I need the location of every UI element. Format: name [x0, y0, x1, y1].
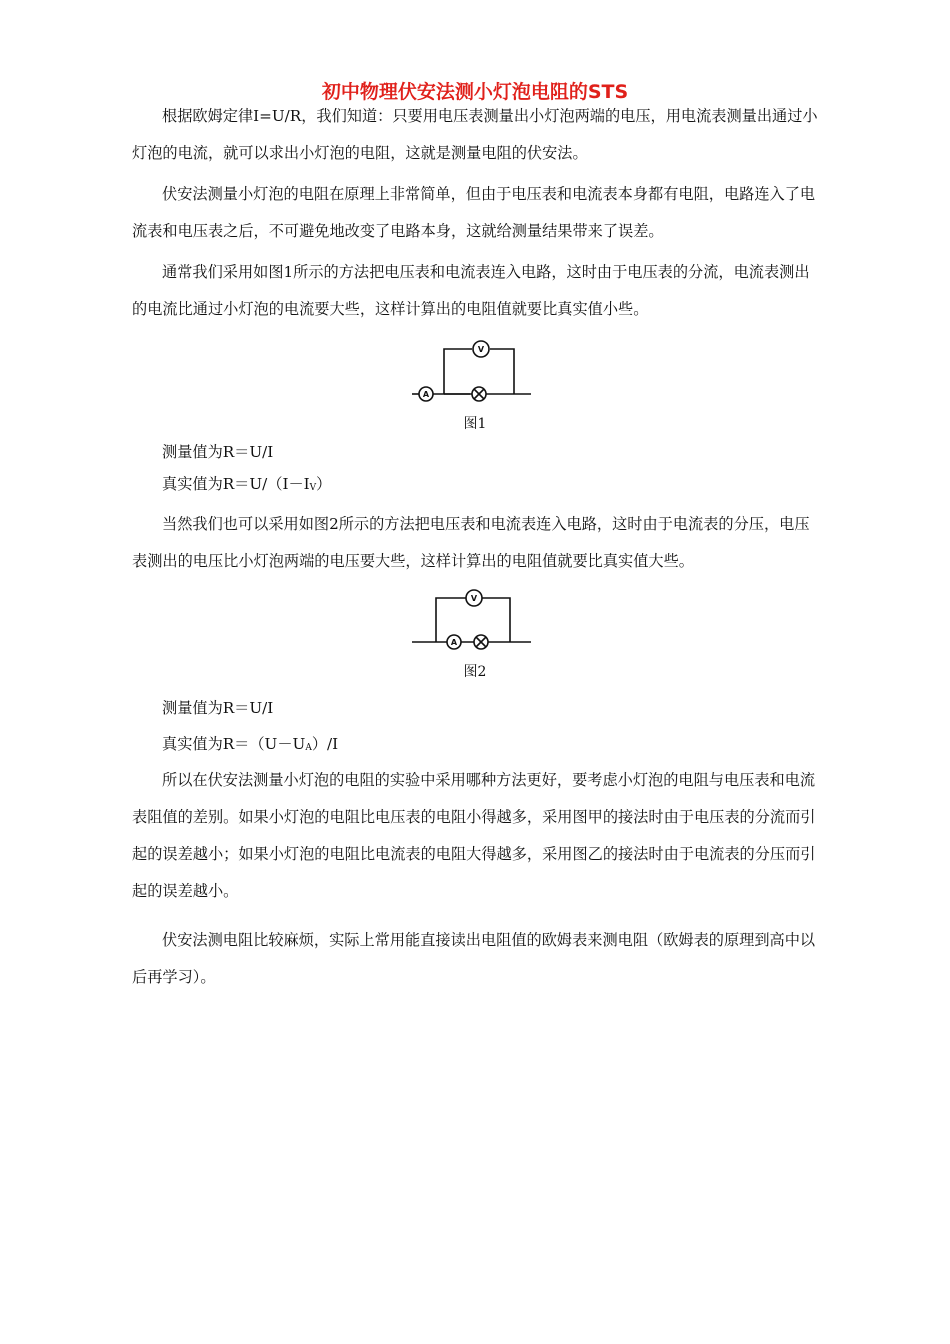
paragraph-method-1: 通常我们采用如图1所示的方法把电压表和电流表连入电路，这时由于电压表的分流，电流表测出的电流比通过小灯泡的电流要大些，这样计算出的电阻值就要比真实值小些。: [132, 263, 810, 318]
paragraph-method-2: 当然我们也可以采用如图2所示的方法把电压表和电流表连入电路，这时由于电流表的分压，电压表测出的电压比小灯泡两端的电压要大些，这样计算出的电阻值就要比真实值大些。: [132, 515, 810, 570]
wire: [444, 349, 472, 394]
paragraph-comparison: 所以在伏安法测量小灯泡的电阻的实验中采用哪种方法更好，要考虑小灯泡的电阻与电压表和电流表阻值的差别。如果小灯泡的电阻比电压表的电阻小得越多，采用图甲的接法时由于电压表的分流而引起的误差越小；如果小灯泡的电阻比电流表的电阻大得越多，采用图乙的接法时由于电流表的分压而引起的误差越小。: [132, 771, 816, 900]
wire: [490, 349, 514, 394]
formula-true-1: 真实值为$R=U/(I-I_V)$: [162, 475, 332, 493]
voltmeter-label: V: [477, 345, 485, 354]
ammeter-label: A: [450, 638, 458, 647]
formula-true-2: 真实值为$R=(U-U_A)/I$: [162, 735, 339, 753]
formula-measured-2: 测量值为R＝U/I: [162, 699, 274, 717]
wire: [482, 598, 510, 642]
ammeter-label: A: [422, 390, 430, 399]
circuit-diagram-2: [410, 586, 534, 652]
formula-measured-1: 测量值为R＝U/I: [162, 443, 274, 461]
figure-2-caption: 图2: [463, 664, 487, 680]
voltmeter-label: V: [470, 594, 478, 603]
paragraph-error-source: 伏安法测量小灯泡的电阻在原理上非常简单，但由于电压表和电流表本身都有电阻，电路连入了电流表和电压表之后，不可避免地改变了电路本身，这就给测量结果带来了误差。: [132, 185, 816, 240]
paragraph-ohms-law: 根据欧姆定律I=U/R，我们知道：只要用电压表测量出小灯泡两端的电压，用电流表测量出通过小灯泡的电流，就可以求出小灯泡的电阻，这就是测量电阻的伏安法。: [132, 107, 818, 162]
page-title: 初中物理伏安法测小灯泡电阻的STS: [321, 81, 629, 103]
circuit-diagram-1: [410, 336, 540, 408]
paragraph-ohmmeter: 伏安法测电阻比较麻烦，实际上常用能直接读出电阻值的欧姆表来测电阻（欧姆表的原理到高中以后再学习）。: [132, 931, 816, 986]
figure-1-caption: 图1: [463, 416, 487, 432]
